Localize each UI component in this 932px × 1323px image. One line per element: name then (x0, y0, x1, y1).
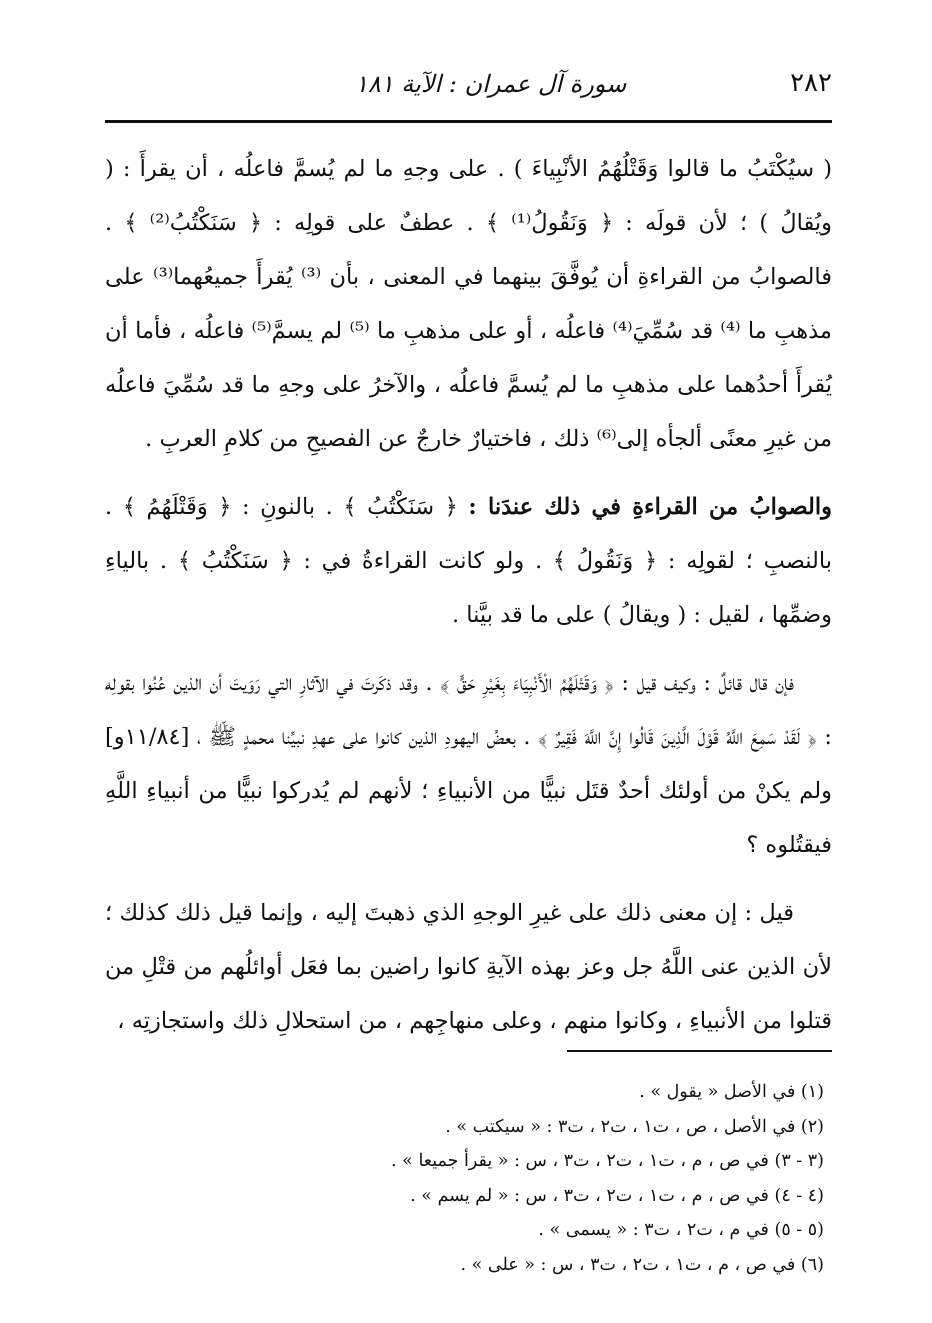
paragraph-3: فإن قال قائلٌ : وكيف قيل : ﴿ وَقَتْلَهُمُ الْأَنْبِيَاءَ بِغَيْرِ حَقٍّ ﴾ . وقد ذكَرتَ في الآثارِ التي رَوَيتَ أن الذين عُنُوا بقولِه : ﴿ لَقَدْ سَمِعَ اللَّهُ قَوْلَ الَّذِينَ قَالُوا إِنَّ اللَّهَ فَقِيرٌ ﴾ . بعضُ اليهودِ الذين كانوا على عهدِ نبيِّنا محمدٍ ﷺ ، [١١/٨٤و] ولم يكنْ من أولئك أحدٌ قتَل نبيًّا من الأنبياءِ ؛ لأنهم لم يُدركوا نبيًّا من أنبياءِ اللَّهِ فيقتُلوه ؟ (105, 670, 832, 858)
footnotes (105, 1075, 832, 1282)
page-header (105, 60, 832, 116)
running-title: سورة آل عمران : الآية ١٨١ (355, 70, 627, 98)
paragraph-2-rest: ﴿ سَنَكْتُبُ ﴾ . بالنونِ : ﴿ وَقَتْلَهُمُ ﴾ . بالنصبِ ؛ لقولِه : ﴿ وَنَقُولُ ﴾ . ولو كانت القراءةُ في : ﴿ سَنَكْتُبُ ﴾ . بالياءِ وضمِّها ، لقيل : ( ويقالُ ) على ما قد بيَّنا . (105, 494, 832, 628)
paragraph-1: ( سيُكْتَبُ ما قالوا وَقَتْلُهُمُ الأنْبِياءَ ) . على وجهِ ما لم يُسمَّ فاعلُه ، أن يقرأَ : ( ويُقالُ ) ؛ لأن قولَه : ﴿ وَنَقُولُ⁽¹⁾ ﴾ . عطفٌ على قولِه : ﴿ سَنَكْتُبُ⁽²⁾ ﴾ . فالصوابُ من القراءةِ أن يُوفَّقَ بينهما في المعنى ، بأن ⁽³⁾ يُقرأَ جميعُهما⁽³⁾ على مذهبِ ما ⁽⁴⁾ قد سُمِّيَ⁽⁴⁾ فاعلُه ، أو على مذهبِ ما ⁽⁵⁾ لم يسمَّ⁽⁵⁾ فاعلُه ، فأما أن يُقرأَ أحدُهما على مذهبِ ما لم يُسمَّ فاعلُه ، والآخرُ على وجهِ ما قد سُمِّيَ فاعلُه من غيرِ معنًى ألجأه إلى⁽⁶⁾ ذلك ، فاختيارٌ خارجٌ عن الفصيحِ من كلامِ العربِ . (105, 156, 832, 452)
main-text (105, 142, 832, 1048)
paragraph-2-lead: والصوابُ من القراءةِ في ذلك عندَنا : (468, 494, 832, 520)
paragraph-4: قيل : إن معنى ذلك على غيرِ الوجهِ الذي ذهبتَ إليه ، وإنما قيل ذلك كذلك ؛ لأن الذين عنى اللَّهُ جل وعز بهذه الآيةِ كانوا راضين بما فعَل أوائلُهم من قتْلِ من قتلوا من الأنبياءِ ، وكانوا منهم ، وعلى منهاجِهم ، من استحلالِ ذلك واستجازتِه ، (105, 900, 832, 1034)
paragraph-2 (105, 480, 832, 642)
footnote-2: (٢) في الأصل ، ص ، ت١ ، ت٢ ، ت٣ : « سيكتب » . (445, 1116, 824, 1137)
footnote-5: (٥ - ٥) في م ، ت٢ ، ت٣ : « يسمى » . (538, 1220, 824, 1240)
footnote-rule (567, 1050, 832, 1052)
footnote-4: (٤ - ٤) في ص ، م ، ت١ ، ت٢ ، ت٣ ، س : « لم يسم » . (410, 1185, 824, 1206)
footnote-1: (١) في الأصل « يقول » . (639, 1082, 824, 1102)
header-rule (105, 120, 832, 123)
footnote-6: (٦) في ص ، م ، ت١ ، ت٢ ، ت٣ ، س : « على » . (460, 1254, 824, 1275)
page-number: ٢٨٢ (790, 68, 832, 98)
footnote-3: (٣ - ٣) في ص ، م ، ت١ ، ت٢ ، ت٣ ، س : « يقرأ جميعا » . (391, 1151, 824, 1171)
